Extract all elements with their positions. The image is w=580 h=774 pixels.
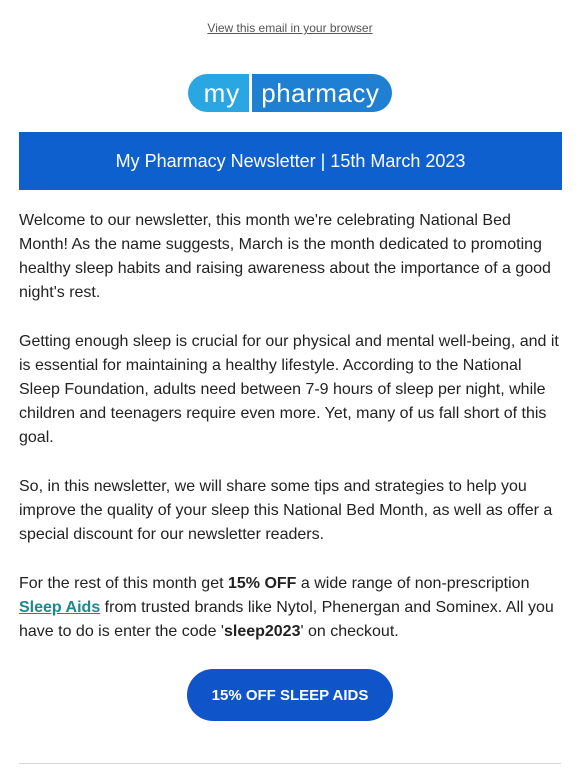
offer-text-2: a wide range of non-prescription xyxy=(296,575,530,592)
offer-text-1: For the rest of this month get xyxy=(19,575,228,592)
newsletter-body xyxy=(0,209,580,644)
offer-discount: 15% OFF xyxy=(227,575,297,592)
logo-container xyxy=(0,74,580,112)
intro-paragraph: Welcome to our newsletter, this month we're celebrating National Bed Month! As the name suggests, March is the month dedicated to promoting healthy sleep habits and raising awareness about the importance of a good night's rest. xyxy=(19,212,551,301)
view-in-browser-link[interactable]: View this email in your browser xyxy=(207,21,373,35)
sleep-importance-paragraph: Getting enough sleep is crucial for our physical and mental well-being, and it is essential for maintaining a healthy lifestyle. According to the National Sleep Foundation, adults need between 7-9 hours of sleep per night, while children and teenagers require even more. Yet, many of us fall short of this goal. xyxy=(19,333,559,446)
newsletter-banner xyxy=(19,132,562,190)
my-pharmacy-logo[interactable] xyxy=(188,74,393,112)
cta-container xyxy=(0,669,580,721)
offer-text-3: from trusted brands like Nytol, Phenergan and Sominex. All you have to do is enter the code ' xyxy=(19,599,554,640)
logo-my: my xyxy=(188,74,250,112)
logo-pharmacy: pharmacy xyxy=(252,74,392,112)
tips-paragraph: So, in this newsletter, we will share some tips and strategies to help you improve the quality of your sleep this National Bed Month, as well as offer a special discount for our newsletter readers. xyxy=(19,478,553,543)
sleep-aids-offer-button[interactable]: 15% OFF SLEEP AIDS xyxy=(187,669,393,721)
offer-paragraph xyxy=(19,572,561,644)
section-divider xyxy=(19,763,561,764)
sleep-aids-link[interactable]: Sleep Aids xyxy=(19,599,101,616)
offer-text-4: ' on checkout. xyxy=(300,623,399,640)
banner-title: My Pharmacy Newsletter | 15th March 2023 xyxy=(115,150,466,171)
discount-code: sleep2023 xyxy=(223,623,301,640)
